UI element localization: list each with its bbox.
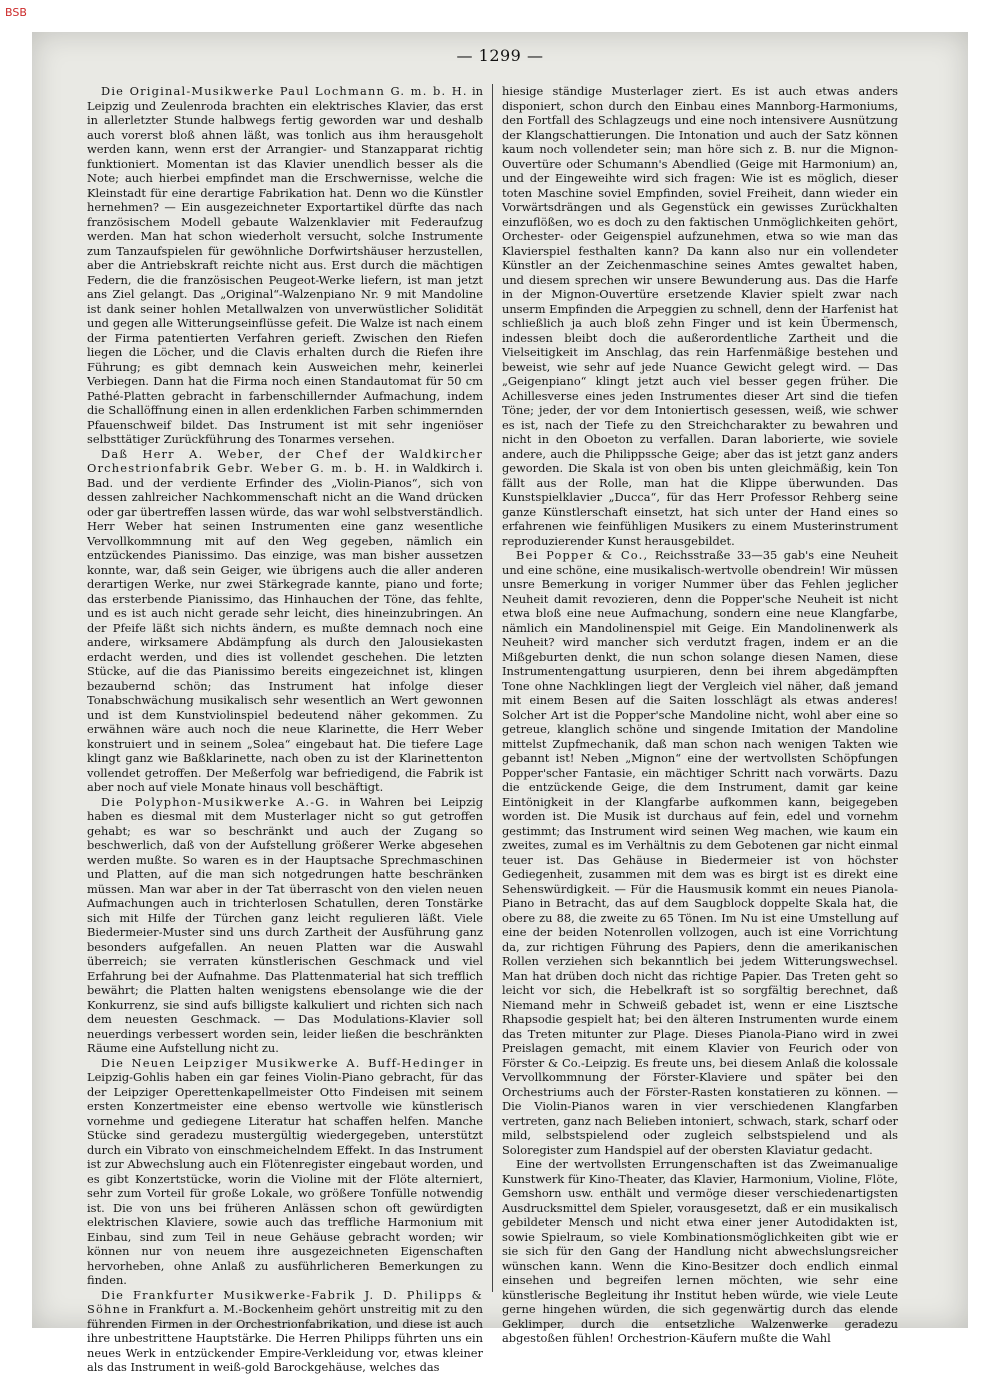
paragraph-text: in Leipzig und Zeulenroda brachten ein elektrisches Klavier, das erst in allerletzter Stunde halbwegs fertig geworden war und deshalb auch vorerst bloß ahnen läßt, was tonlich aus ihm herausgeholt werden kann, wenn erst der Arrangier- und Stanzapparat richtig funktioniert. Momentan ist das Klavier unendlich besser als die Note; auch hierbei empfindet man die Erschwernisse, welche die Kleinstadt für eine derartige Fabrikation hat. Denn wo die Künstler hernehmen? — Ein ausgezeichneter Exportartikel dürfte das nach französischem Modell gebaute Walzenklavier mit Federaufzug werden. Man hat schon wiederholt versucht, solche Instrumente zum Tanzaufspielen für gewöhnliche Dorfwirtshäuser herzustellen, aber die Antriebskraft reichte nicht aus. Erst durch die mächtigen Federn, die die französischen Peugeot-Werke liefern, ist man jetzt ans Ziel gelangt. Das „Original“-Walzenpiano Nr. 9 mit Mandoline ist dank seiner hohlen Metallwalzen von unverwüstlicher Solidität und gegen alle Witterungseinflüsse gefeit. Die Walze ist nach einem der Firma patentierten Verfahren gerieft. Zwischen den Riefen liegen die Löcher, und die Clavis erhalten durch die Riefen ihre Führung; es gibt demnach kein Ausweichen mehr, keinerlei Verbiegen. Dann hat die Firma noch einen Standautomat für 50 cm Pathé-Platten gebracht in farbenschillernder Aufmachung, indem die Schallöffnung einen in allen erdenklichen Farben schimmernden Pfauenschweif bildet. Das Instrument ist mit sehr ingeniöser selbsttätiger Zurückführung des Tonarmes versehen.: [87, 84, 483, 446]
right-column: [502, 84, 898, 1346]
paragraph-kino: [502, 1157, 898, 1346]
paragraph-text: in Waldkirch i. Bad. und der verdiente Erfinder des „Violin-Pianos“, sich von dessen zahlreicher Nachkommenschaft nicht an die Wand drücken oder gar übertreffen lassen würde, das war wohl selbstverständlich. Herr Weber hat seinen Instrumenten eine ganz wesentliche Vervollkommnung mit auf den Weg gegeben, nämlich ein entzückendes Pianissimo. Das einzige, was man bisher aussetzen konnte, war, daß sein Geiger, wie übrigens auch die aller anderen derartigen Werke, nur zwei Stärkegrade kannte, piano und forte; das ersterbende Pianissimo, das Hinhauchen der Töne, das fehlte, und es ist auch nicht gerade sehr leicht, dies hineinzubringen. An der Pfeife läßt sich nichts ändern, es mußte demnach noch eine andere, wirksamere Abdämpfung als durch den Jalousiekasten erdacht werden, und dies ist vollendet geschehen. Die letzten Stücke, auf die das Pianissimo bereits eingezeichnet ist, klingen bezaubernd schön; das Instrument hat infolge dieser Tonabschwächung musikalisch sehr wesentlich an Wert gewonnen und ist dem Kunstviolinspiel bedeutend näher gekommen. Zu erwähnen wäre auch noch die neue Klarinette, die Herr Weber konstruiert und in seinem „Solea“ eingebaut hat. Die tiefere Lage klingt ganz wie Baßklarinette, nach oben zu ist der Klarinettenton vollendet getroffen. Der Meßerfolg war befriedigend, die Fabrik ist aber noch auf viele Monate hinaus voll beschäftigt.: [87, 461, 483, 794]
firm-name: Die Original-Musikwerke Paul Lochmann G. m. b. H.: [101, 84, 468, 98]
library-watermark: BSB: [5, 6, 27, 19]
column-divider: [492, 84, 493, 1292]
paragraph-text: in Leipzig-Gohlis haben ein gar feines Violin-Piano gebracht, für das der Leipziger Operettenkapellmeister Otto Findeisen mit seinem ersten Konzertmeister eine ebenso wertvolle wie künstlerisch vornehme und gediegene Literatur hat schaffen helfen. Manche Stücke sind geradezu mustergültig wiedergegeben, unterstützt durch ein Vibrato von einschmeichelndem Effekt. In das Instrument ist zur Abwechslung auch ein Flötenregister eingebaut worden, und es gibt Konzertstücke, worin die Violine mit der Flöte alterniert, sehr zum Vorteil für große Lokale, wo größere Tonfülle notwendig ist. Die von uns bei früheren Anlässen schon oft gewürdigten elektrischen Klaviere, sowie auch das treffliche Harmonium mit Einbau, sind zum Teil in neue Gehäuse gebracht worden; wir können nur von neuem ihre ausgezeichneten Eigenschaften hervorheben, ohne Anlaß zu ausführlicheren Bemerkungen zu finden.: [87, 1055, 483, 1287]
firm-name: Die Frankfurter Musikwerke-Fabrik J. D. Philipps & Söhne: [87, 1287, 483, 1316]
paragraph-popper: [502, 548, 898, 1157]
page-number: — 1299 —: [456, 46, 544, 65]
paragraph-continuation: [502, 84, 898, 548]
firm-name: Die Polyphon-Musikwerke A.-G.: [101, 794, 330, 809]
scanned-page: [32, 32, 968, 1374]
paragraph-text: in Wahren bei Leipzig haben es diesmal mit dem Musterlager nicht so gut getroffen gehabt; es war so beschränkt und auch der Zugang so beschwerlich, daß von der Aufstellung größerer Werke abgesehen werden mußte. So waren es in der Hauptsache Sprechmaschinen und Platten, auf die man sich notgedrungen hatte beschränken müssen. Man war aber in der Tat überrascht von den vielen neuen Aufmachungen auch in trichterlosen Schatullen, deren Tonstärke sich mit Hilfe der Türchen ganz leicht regulieren läßt. Viele Biedermeier-Muster sind uns durch Zartheit der Ausführung ganz besonders aufgefallen. An neuen Platten war die Auswahl überreich; sie verraten künstlerischen Geschmack und viel Erfahrung bei der Aufnahme. Das Plattenmaterial hat sich trefflich bewährt; die Platten halten wenigstens ebensolange wie die der Konkurrenz, sie sind aufs billigste kalkuliert und richten sich nach dem neuesten Geschmack. — Das Modulations-Klavier soll neuerdings verbessert worden sein, leider ließen die beschränkten Räume eine Aufstellung nicht zu.: [87, 794, 483, 1055]
paragraph-polyphon: [87, 795, 483, 1056]
firm-name: Daß Herr A. Weber, der Chef der Waldkircher Orchestrionfabrik Gebr. Weber G. m. b. H.: [87, 446, 483, 475]
paragraph-weber: [87, 447, 483, 795]
firm-name: Bei Popper & Co.,: [516, 548, 649, 562]
paragraph-philipps: [87, 1288, 483, 1375]
paragraph-lochmann: [87, 84, 483, 447]
paragraph-text: in Frankfurt a. M.-Bockenheim gehört unstreitig mit zu den führenden Firmen in der Orchestrionfabrikation, und diese ist auch ihre unbestrittene Hauptstärke. Die Herren Philipps führten uns ein neues Werk in entzückender Empire-Verkleidung vor, etwas kleiner als das Instrument in weiß-gold Barockgehäuse, welches das: [87, 1302, 483, 1374]
paragraph-text: Reichsstraße 33—35 gab's eine Neuheit und eine schöne, eine musikalisch-wertvolle obendrein! Wir müssen unsre Bemerkung in voriger Nummer über das Fehlen jeglicher Neuheit damit revozieren, denn die Popper'sche Neuheit ist nicht etwa bloß eine neue Aufmachung, sondern eine neue Klangfarbe, nämlich ein Mandolinenspiel mit Geige. Ein Mandolinenwerk als Neuheit? wird mancher sich verdutzt fragen, indem er an die Mißgeburten denkt, die nun schon solange diesen Namen, diese Instrumentengattung usurpieren, denn bei ihrem abgedämpften Tone ohne Nachklingen liegt der Vergleich viel näher, daß jemand mit einem Besen auf die Saiten losschlägt als etwas anderes! Solcher Art ist die Popper'sche Mandoline nicht, wohl aber eine so getreue, klanglich schöne und singende Imitation der Mandoline mittelst Zupfmechanik, daß man schon nach wenigen Takten wie gebannt ist! Neben „Mignon“ eine der wertvollsten Schöpfungen Popper'scher Fantasie, ein mächtiger Schritt nach vorwärts. Dazu die entzückende Geige, die dem Instrument, damit gar keine Eintönigkeit in der Klangfarbe aufkommen kann, beigegeben worden ist. Die Musik ist durchaus auf fein, edel und vornehm gestimmt; das Instrument wird seinen Weg machen, wie kaum ein zweites, zumal es im Verhältnis zu dem Gebotenen gar nicht einmal teuer ist. Das Gehäuse in Biedermeier ist von höchster Gediegenheit, zusammen mit dem was es birgt ist es direkt eine Sehenswürdigkeit. — Für die Hausmusik kommt ein neues Pianola-Piano in Betracht, das auf dem Saugblock doppelte Skala hat, die obere zu 88, die zweite zu 65 Tönen. Im Nu ist eine Umstellung auf eine der beiden Notenrollen vollzogen, auch ist eine Vorrichtung da, zur richtigen Führung des Papiers, denn die amerikanischen Rollen verziehen sich bekanntlich bei jedem Witterungswechsel. Man hat drüben doch nicht das richtige Papier. Das Treten geht so leicht vor sich, die Hebelkraft ist so sorgfältig berechnet, daß Niemand mehr in Schweiß gebadet ist, wenn er eine Lisztsche Rhapsodie gespielt hat; bei den älteren Instrumenten wurde einem das Treten mitunter zur Plage. Dieses Pianola-Piano wird in zwei Preislagen gemacht, mit einem Klavier von Feurich oder von Förster & Co.-Leipzig. Es freute uns, bei diesem Anlaß die kolossale Vervollkommnung der Förster-Klaviere und später bei den Orchestriums auch der Förster-Rasten konstatieren zu können. — Die Violin-Pianos waren in vier verschiedenen Klangfarben vertreten, ganz nach Belieben intoniert, schwach, stark, scharf oder mild, selbstspielend oder zugleich selbstspielend und als Soloregister zum Handspiel auf der obersten Klaviatur gedacht.: [502, 548, 898, 1157]
paragraph-buff-hedinger: [87, 1056, 483, 1288]
paragraph-text: hiesige ständige Musterlager ziert. Es ist auch etwas anders disponiert, schon durch den Einbau eines Mannborg-Harmoniums, den Fortfall des Schlagzeugs und eine noch intensivere Ausnützung der Klangschattierungen. Die Intonation und auch der Satz können kaum noch vollendeter sein; man höre sich z. B. nur die Mignon-Ouvertüre oder Schumann's Abendlied (Geige mit Harmonium) an, und der Eingeweihte wird sich fragen: Wie ist es möglich, dieser toten Maschine soviel Empfinden, soviel Freiheit, dann wieder ein Vorwärtsdrängen und als Gegenstück ein gewisses Zurückhalten einzuflößen, wo es doch zu den faktischen Unmöglichkeiten gehört, Orchester- oder Geigenspiel aufzunehmen, etwa so wie man das Klavierspiel festhalten kann? Da kann also nur ein vollendeter Künstler an der Zeichenmaschine seines Amtes gewaltet haben, und diesem sprechen wir unsere Bewunderung aus. Das die Harfe in der Mignon-Ouvertüre ersetzende Klavier spielt zwar nach unserm Empfinden die Arpeggien zu schnell, denn der Harfenist hat schließlich ja auch bloß zehn Finger und ist kein Übermensch, indessen bleibt doch die außerordentliche Zartheit und die Vielseitigkeit im Anschlag, das rein Harfenmäßige bestehen und beweist, wie sehr auf jede Nuance Gewicht gelegt wird. — Das „Geigenpiano“ klingt jetzt auch viel besser gegen früher. Die Achillesverse eines jeden Instrumentes dieser Art sind die tiefen Töne; jeder, der vor dem Intoniertisch gesessen, weiß, wie schwer es ist, nach der Tiefe zu den Streichcharakter zu bewahren und nicht in den Oboeton zu verfallen. Daran laborierte, wie soviele andere, auch die Philippssche Geige; aber das ist jetzt ganz anders geworden. Die Skala ist von oben bis unten gleichmäßig, kein Ton fällt aus der Rolle, man hat die Klippe überwunden. Das Kunstspielklavier „Ducca“, für das Herr Professor Rehberg seine ganze Künstlerschaft einsetzt, hat sich unter der Hand eines so erfahrenen wie feinfühligen Musikers zu einem Musterinstrument reproduzierender Kunst herausgebildet.: [502, 84, 898, 548]
left-column: [87, 84, 483, 1375]
firm-name: Die Neuen Leipziger Musikwerke A. Buff-Hedinger: [101, 1055, 466, 1070]
paragraph-text: Eine der wertvollsten Errungenschaften ist das Zweimanualige Kunstwerk für Kino-Theater, das Klavier, Harmonium, Violine, Flöte, Gemshorn usw. enthält und vermöge dieser verschiedenartigsten Ausdrucksmittel dem Spieler, vorausgesetzt, daß er ein musikalisch gebildeter Mensch und nicht etwa einer jener Autodidakten ist, sowie Spielraum, so viele Kombinationsmöglichkeiten gibt wie er sie sich für den Gang der Handlung nicht abwechslungsreicher wünschen kann. Wenn die Kino-Besitzer doch endlich einmal einsehen und begreifen lernen möchten, wie sehr eine künstlerische Begleitung ihr Institut heben würde, wie viele Leute gerne hingehen würden, die sich gegenwärtig durch das elende Geklimper, durch die entsetzliche Walzenwerke geradezu abgestoßen fühlen! Orchestrion-Käufern mußte die Wahl: [502, 1157, 898, 1345]
